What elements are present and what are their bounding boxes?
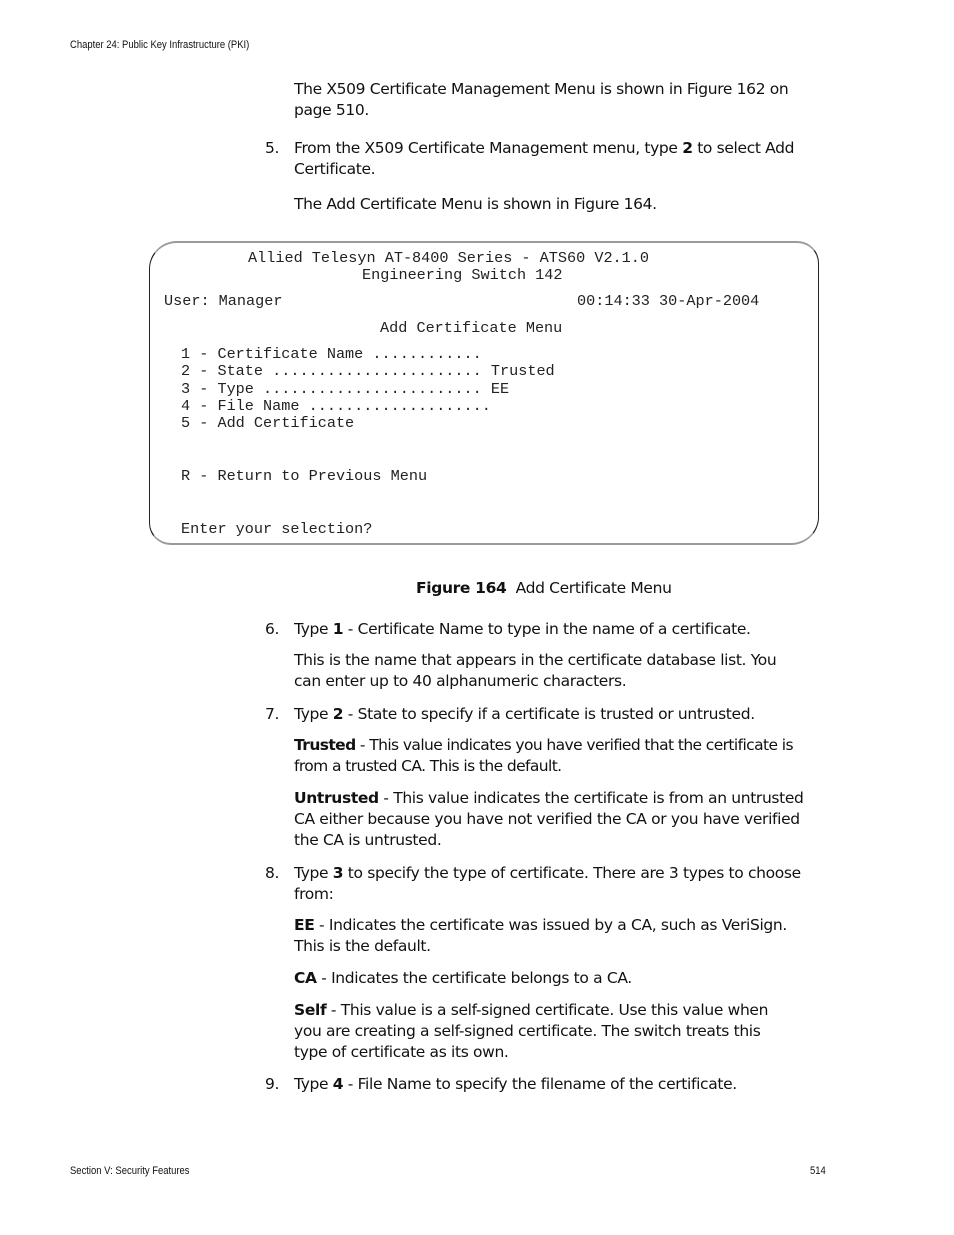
definition-term: Self (294, 1001, 327, 1019)
terminal-menu-item-certificate-name[interactable]: 1 - Certificate Name ............ (181, 345, 482, 363)
page-number: 514 (810, 1165, 826, 1177)
terminal-menu-item-state[interactable]: 2 - State ....................... Trusted (181, 362, 555, 380)
step-text-pre: Type (294, 705, 333, 723)
definition-untrusted (294, 788, 804, 851)
definition-text: - This value indicates you have verified that the certificate is from a trusted CA. This is the default. (294, 736, 793, 775)
step-text-pre: Type (294, 1075, 333, 1093)
figure-caption (416, 579, 672, 597)
step-key: 2 (332, 705, 344, 723)
step-key: 2 (682, 139, 693, 157)
definition-term: CA (294, 969, 317, 987)
step-6 (265, 619, 835, 640)
figure-title: Add Certificate Menu (515, 579, 672, 597)
terminal-user: User: Manager (164, 292, 283, 310)
definition-text: - Indicates the certificate belongs to a CA. (316, 969, 632, 987)
step-text-post: - Certificate Name to type in the name of a certificate. (343, 620, 751, 638)
step-text-post: to specify the type of certificate. There are 3 types to choose from: (294, 864, 801, 903)
step-number: 5. (265, 139, 280, 157)
intro-paragraph: The X509 Certificate Management Menu is shown in Figure 162 on page 510. (294, 80, 789, 119)
terminal-title-line1: Allied Telesyn AT-8400 Series - ATS60 V2.1.0 (248, 249, 650, 267)
definition-trusted (294, 735, 806, 777)
step-text-post: to select Add Certificate. (294, 139, 795, 178)
terminal-menu-title: Add Certificate Menu (380, 319, 563, 337)
step-text-pre: From the X509 Certificate Management menu, type (294, 139, 683, 157)
step-number: 6. (265, 620, 280, 638)
running-footer-section: Section V: Security Features (70, 1165, 190, 1177)
step-9 (265, 1074, 835, 1095)
definition-text: - Indicates the certificate was issued by a CA, such as VeriSign. This is the default. (294, 916, 787, 955)
definition-self (294, 1000, 789, 1063)
definition-ee (294, 915, 804, 957)
terminal-menu-item-return[interactable]: R - Return to Previous Menu (181, 467, 428, 485)
step-key: 3 (332, 864, 344, 882)
terminal-prompt[interactable]: Enter your selection? (181, 520, 373, 538)
step-key: 4 (332, 1075, 344, 1093)
step-text-pre: Type (294, 864, 333, 882)
terminal-menu-item-type[interactable]: 3 - Type ........................ EE (181, 380, 510, 398)
step-7 (265, 704, 835, 725)
running-header-chapter: Chapter 24: Public Key Infrastructure (PKI) (70, 39, 250, 51)
step-text-pre: Type (294, 620, 333, 638)
step-number: 7. (265, 705, 280, 723)
step-5-followup: The Add Certificate Menu is shown in Figure 164. (294, 195, 657, 213)
definition-term: Trusted (294, 736, 356, 754)
step-5 (265, 138, 835, 180)
terminal-title-line2: Engineering Switch 142 (362, 266, 563, 284)
terminal-menu-item-file-name[interactable]: 4 - File Name .................... (181, 397, 491, 415)
step-8 (265, 863, 835, 905)
definition-text: - This value is a self-signed certificate. Use this value when you are creating a self-signed certificate. The switch treats this type of certificate as its own. (294, 1001, 769, 1061)
step-number: 8. (265, 864, 280, 882)
figure-label: Figure 164 (416, 579, 507, 597)
definition-term: EE (294, 916, 315, 934)
step-number: 9. (265, 1075, 280, 1093)
definition-term: Untrusted (294, 789, 379, 807)
definition-ca (294, 968, 834, 989)
step-text-post: - File Name to specify the filename of the certificate. (343, 1075, 737, 1093)
step-text-post: - State to specify if a certificate is trusted or untrusted. (343, 705, 755, 723)
definition-text: - This value indicates the certificate is from an untrusted CA either because you have not verified the CA or you have verified the CA is untrusted. (294, 789, 804, 849)
terminal-timestamp: 00:14:33 30-Apr-2004 (577, 292, 760, 310)
terminal-menu-item-add-certificate[interactable]: 5 - Add Certificate (181, 414, 355, 432)
step-key: 1 (332, 620, 344, 638)
step-6-followup: This is the name that appears in the certificate database list. You can enter up to 40 alphanumeric characters. (294, 651, 777, 690)
